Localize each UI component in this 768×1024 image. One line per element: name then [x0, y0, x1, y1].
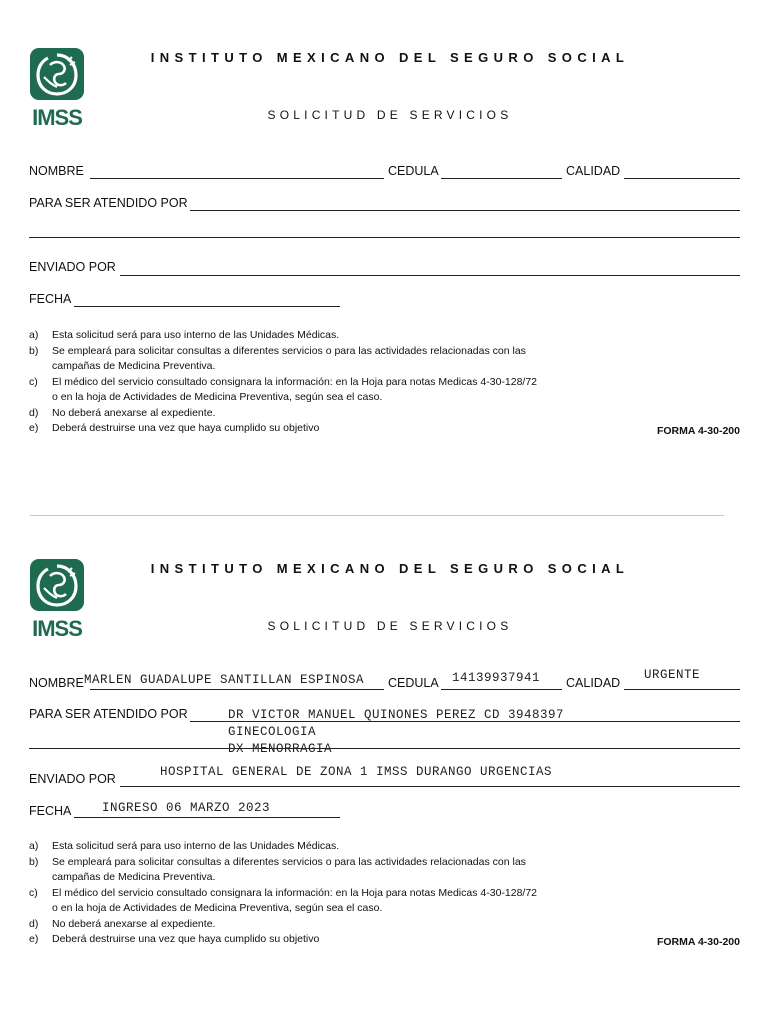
nombre-value: MARLEN GUADALUPE SANTILLAN ESPINOSA: [84, 673, 365, 687]
list-item: e) Deberá destruirse una vez que haya cumplido su objetivo: [29, 933, 320, 945]
enviado-field[interactable]: [120, 786, 740, 787]
atendido-field-continuation[interactable]: [29, 237, 740, 238]
cedula-field[interactable]: [441, 689, 562, 690]
institution-title: INSTITUTO MEXICANO DEL SEGURO SOCIAL: [150, 561, 630, 576]
instructions-list: [29, 328, 744, 437]
filled-form: [0, 511, 768, 1011]
list-item: c) El médico del servicio consultado consignara la información: en la Hoja para notas Medicas 4-30-128/72 o en la hoja de Actividades de Medicina Preventiva, según sea el caso.: [29, 886, 538, 914]
nombre-field[interactable]: [90, 689, 384, 690]
calidad-field[interactable]: [624, 689, 740, 690]
fecha-label: FECHA: [29, 804, 72, 818]
fecha-field[interactable]: [74, 817, 340, 818]
imss-logo-icon: [28, 47, 86, 127]
list-item: b) Se empleará para solicitar consultas a diferentes servicios o para las actividades relacionadas con las campañas de Medicina Preventiva.: [29, 855, 526, 883]
cedula-value: 14139937941: [452, 671, 541, 685]
calidad-value: URGENTE: [644, 668, 701, 682]
list-item: e) Deberá destruirse una vez que haya cumplido su objetivo: [29, 422, 320, 434]
atendido-field-continuation[interactable]: [29, 748, 740, 749]
list-item: d) No deberá anexarse al expediente.: [29, 406, 216, 419]
atendido-value: DR VICTOR MANUEL QUINONES PEREZ CD 3948397: [228, 708, 565, 722]
cedula-field[interactable]: [441, 178, 562, 179]
svg-text:IMSS: IMSS: [32, 616, 82, 638]
enviado-field[interactable]: [120, 275, 740, 276]
list-item: c) El médico del servicio consultado consignara la información: en la Hoja para notas Medicas 4-30-128/72 o en la hoja de Actividades de Medicina Preventiva, según sea el caso.: [29, 375, 538, 403]
enviado-value: HOSPITAL GENERAL DE ZONA 1 IMSS DURANGO URGENCIAS: [160, 765, 553, 779]
atendido-diagnosis: DX MENORRAGIA: [228, 742, 333, 756]
calidad-label: CALIDAD: [566, 164, 621, 178]
nombre-label: NOMBRE: [29, 164, 84, 178]
form-title: SOLICITUD DE SERVICIOS: [267, 108, 513, 122]
enviado-label: ENVIADO POR: [29, 772, 116, 786]
list-item: a) Esta solicitud será para uso interno de las Unidades Médicas.: [29, 840, 340, 852]
calidad-field[interactable]: [624, 178, 740, 179]
calidad-label: CALIDAD: [566, 676, 621, 690]
blank-form: [0, 0, 768, 500]
fecha-label: FECHA: [29, 292, 72, 306]
nombre-label: NOMBRE: [29, 676, 84, 690]
form-code: FORMA 4-30-200: [656, 936, 740, 948]
atendido-label: PARA SER ATENDIDO POR: [29, 196, 188, 210]
fecha-field[interactable]: [74, 306, 340, 307]
nombre-field[interactable]: [90, 178, 384, 179]
imss-logo-icon: [28, 558, 86, 638]
atendido-specialty: GINECOLOGIA: [228, 725, 317, 739]
atendido-field[interactable]: [190, 210, 740, 211]
list-item: d) No deberá anexarse al expediente.: [29, 917, 216, 930]
instructions-list: [29, 839, 744, 948]
form-code: FORMA 4-30-200: [656, 425, 740, 437]
institution-title: INSTITUTO MEXICANO DEL SEGURO SOCIAL: [150, 50, 630, 65]
cedula-label: CEDULA: [388, 676, 439, 690]
fecha-value: INGRESO 06 MARZO 2023: [102, 801, 271, 815]
svg-text:IMSS: IMSS: [32, 105, 82, 127]
enviado-label: ENVIADO POR: [29, 260, 116, 274]
list-item: a) Esta solicitud será para uso interno de las Unidades Médicas.: [29, 329, 340, 341]
form-title: SOLICITUD DE SERVICIOS: [267, 619, 513, 633]
cedula-label: CEDULA: [388, 164, 439, 178]
list-item: b) Se empleará para solicitar consultas a diferentes servicios o para las actividades relacionadas con las campañas de Medicina Preventiva.: [29, 344, 526, 372]
atendido-label: PARA SER ATENDIDO POR: [29, 707, 188, 721]
